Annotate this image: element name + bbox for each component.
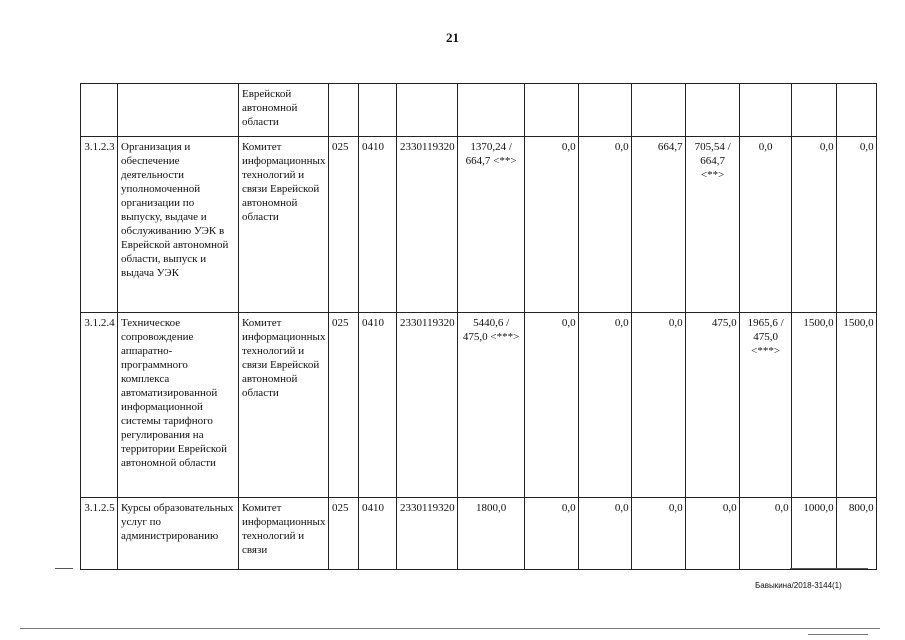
year-value [524, 84, 578, 137]
year-value: 0,0 [739, 498, 791, 570]
scan-artifact-line [20, 628, 880, 629]
total-amount: 5440,6 / 475,0 <***> [457, 313, 524, 498]
section-code: 0410 [359, 498, 397, 570]
year-value [791, 84, 836, 137]
year-value: 1000,0 [791, 498, 836, 570]
year-value: 475,0 [685, 313, 739, 498]
year-value: 0,0 [685, 498, 739, 570]
page-number: 21 [446, 30, 459, 45]
total-amount: 1800,0 [457, 498, 524, 570]
year-value [836, 84, 876, 137]
year-value: 0,0 [836, 137, 876, 313]
year-value [739, 84, 791, 137]
item-number: 3.1.2.3 [81, 137, 118, 313]
year-value [631, 84, 685, 137]
section-code: 0410 [359, 137, 397, 313]
table-row [81, 498, 877, 570]
year-value [685, 84, 739, 137]
grbs-code: 025 [329, 313, 359, 498]
year-value: 0,0 [578, 137, 631, 313]
year-value: 0,0 [739, 137, 791, 313]
year-value: 0,0 [524, 137, 578, 313]
year-value: 0,0 [631, 498, 685, 570]
executor: Комитет информационных технологий и связи [239, 498, 329, 570]
activity-name: Техническое сопровождение аппаратно-программного комплекса автоматизированной информационной системы тарифного регулирования на территории Еврейской автономной области [118, 313, 239, 498]
executor: Комитет информационных технологий и связи Еврейской автономной области [239, 137, 329, 313]
document-code: Бавыкина/2018-3144(1) [755, 581, 842, 590]
section-code: 0410 [359, 313, 397, 498]
item-number: 3.1.2.4 [81, 313, 118, 498]
year-value: 1965,6 / 475,0 <***> [739, 313, 791, 498]
year-value: 800,0 [836, 498, 876, 570]
year-value: 0,0 [524, 313, 578, 498]
section-code [359, 84, 397, 137]
target-article-code [397, 84, 458, 137]
item-number: 3.1.2.5 [81, 498, 118, 570]
year-value: 1500,0 [791, 313, 836, 498]
scan-artifact-line [790, 568, 868, 569]
target-article-code: 2330119320 [397, 498, 458, 570]
year-value: 1500,0 [836, 313, 876, 498]
target-article-code: 2330119320 [397, 137, 458, 313]
year-value: 664,7 [631, 137, 685, 313]
grbs-code: 025 [329, 498, 359, 570]
year-value [578, 84, 631, 137]
year-value: 0,0 [631, 313, 685, 498]
year-value: 0,0 [791, 137, 836, 313]
table-row [81, 313, 877, 498]
activity-name: Курсы образовательных услуг по администрированию [118, 498, 239, 570]
total-amount [457, 84, 524, 137]
grbs-code: 025 [329, 137, 359, 313]
budget-table [80, 83, 877, 570]
item-number [81, 84, 118, 137]
activity-name: Организация и обеспечение деятельности уполномоченной организации по выпуску, выдаче и обслуживанию УЭК в Еврейской автономной области, выпуск и выдача УЭК [118, 137, 239, 313]
table-row [81, 137, 877, 313]
total-amount: 1370,24 / 664,7 <**> [457, 137, 524, 313]
executor: Комитет информационных технологий и связи Еврейской автономной области [239, 313, 329, 498]
scan-artifact-line [55, 568, 73, 569]
executor: Еврейской автономной области [239, 84, 329, 137]
year-value: 0,0 [524, 498, 578, 570]
target-article-code: 2330119320 [397, 313, 458, 498]
year-value: 0,0 [578, 498, 631, 570]
activity-name [118, 84, 239, 137]
table-row [81, 84, 877, 137]
grbs-code [329, 84, 359, 137]
scan-artifact-line [808, 634, 868, 635]
year-value: 0,0 [578, 313, 631, 498]
year-value: 705,54 / 664,7 <**> [685, 137, 739, 313]
